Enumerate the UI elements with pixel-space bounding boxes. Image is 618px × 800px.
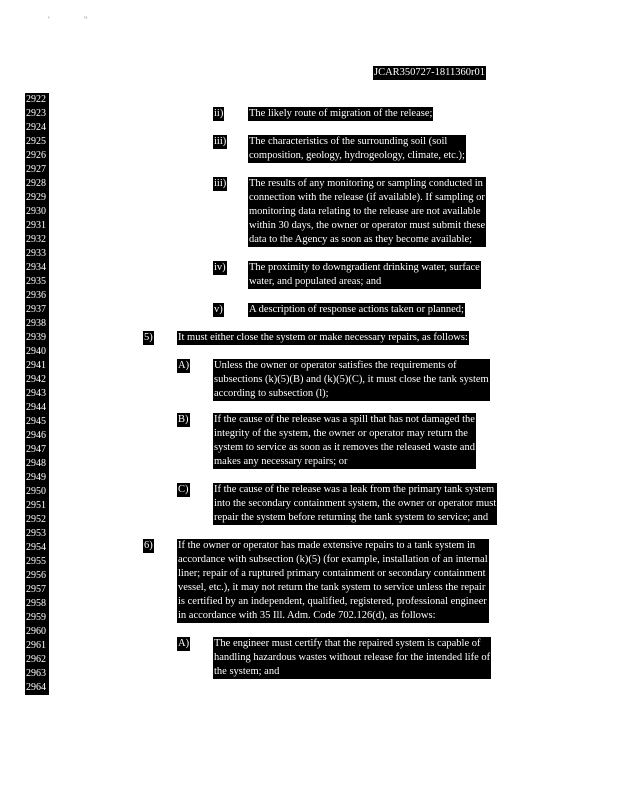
- text-line: handling hazardous wastes without release for the intended life of: [214, 652, 491, 663]
- text-line: The engineer must certify that the repaired system is capable of: [213, 637, 491, 651]
- scan-mark: ': [48, 15, 50, 25]
- text-line: If the cause of the release was a spill that has not damaged the: [214, 414, 475, 425]
- item-v-text: [248, 261, 481, 289]
- text-line: according to subsection (l);: [213, 387, 490, 401]
- line-number: 2955: [26, 556, 46, 567]
- text-line: A description of response actions taken or planned;: [249, 304, 464, 315]
- line-number: 2950: [26, 486, 46, 497]
- text-line: accordance with subsection (k)(5) (for example, installation of an internal: [178, 554, 488, 565]
- text-line: liner; repair of a ruptured primary containment or secondary containment: [177, 567, 489, 581]
- line-number: 2961: [26, 640, 46, 651]
- item-label: iii): [214, 136, 227, 147]
- text-line: composition, geology, hydrogeology, climate, etc.);: [249, 150, 465, 161]
- line-number: 2952: [26, 514, 46, 525]
- text-line: into the secondary containment system, the owner or operator must: [214, 498, 497, 509]
- subsection-label: A): [178, 360, 190, 371]
- text-line: vessel, etc.), it may not return the tank system to service unless the repair: [177, 581, 489, 595]
- line-number: 2937: [26, 304, 46, 315]
- line-number: 2932: [26, 234, 46, 245]
- text-line: makes any necessary repairs; or: [213, 455, 476, 469]
- line-number: 2942: [26, 374, 46, 385]
- line-number: 2943: [26, 388, 46, 399]
- document-header: JCAR350727-1811360r01: [374, 67, 486, 78]
- line-number: 2938: [26, 318, 46, 329]
- line-number: 2963: [26, 668, 46, 679]
- line-number: 2957: [26, 584, 46, 595]
- text-line: water, and populated areas; and: [248, 275, 481, 289]
- line-number: 2951: [26, 500, 46, 511]
- line-number: 2964: [26, 682, 46, 693]
- line-number: 2929: [26, 192, 46, 203]
- text-line: within 30 days, the owner or operator must submit these: [249, 220, 486, 231]
- line-number: 2953: [26, 528, 46, 539]
- text-line: monitoring data relating to the release are not available: [248, 205, 486, 219]
- subsection-6a-text: [213, 637, 491, 679]
- subsection-label: A): [178, 638, 190, 649]
- line-number: 2936: [26, 290, 46, 301]
- section-5-text: [177, 331, 469, 345]
- text-line: is certified by an independent, qualified, registered, professional engineer: [178, 596, 487, 607]
- item-label: iii): [214, 178, 227, 189]
- line-number: 2940: [26, 346, 46, 357]
- line-number: 2944: [26, 402, 46, 413]
- line-number: 2933: [26, 248, 46, 259]
- line-number: 2960: [26, 626, 46, 637]
- line-number: 2949: [26, 472, 46, 483]
- line-number-gutter: [25, 93, 49, 695]
- item-label: iv): [214, 262, 226, 273]
- text-line: It must either close the system or make necessary repairs, as follows:: [178, 332, 468, 343]
- item-label: v): [214, 304, 223, 315]
- line-number: 2925: [26, 136, 46, 147]
- line-number: 2923: [26, 108, 46, 119]
- text-line: data to the Agency as soon as they become available;: [248, 233, 486, 247]
- line-number: 2948: [26, 458, 46, 469]
- text-line: in accordance with 35 Ill. Adm. Code 702.126(d), as follows:: [177, 609, 489, 623]
- line-number: 2962: [26, 654, 46, 665]
- text-line: The characteristics of the surrounding soil (soil: [248, 135, 466, 149]
- line-number: 2924: [26, 122, 46, 133]
- text-line: subsections (k)(5)(B) and (k)(5)(C), it must close the tank system: [214, 374, 489, 385]
- line-number: 2931: [26, 220, 46, 231]
- item-label: ii): [214, 108, 224, 119]
- text-line: integrity of the system, the owner or operator may return the: [213, 427, 476, 441]
- line-number: 2930: [26, 206, 46, 217]
- subsection-5c-text: [213, 483, 497, 525]
- text-line: repair the system before returning the tank system to service; and: [213, 511, 497, 525]
- scan-mark: ": [84, 15, 88, 25]
- line-number: 2927: [26, 164, 46, 175]
- line-number: 2922: [26, 94, 46, 105]
- line-number: 2947: [26, 444, 46, 455]
- text-line: If the owner or operator has made extensive repairs to a tank system in: [177, 539, 489, 553]
- line-number: 2926: [26, 150, 46, 161]
- subsection-5a-text: [213, 359, 490, 401]
- item-vi-text: [248, 303, 465, 317]
- line-number: 2939: [26, 332, 46, 343]
- line-number: 2945: [26, 416, 46, 427]
- text-line: The likely route of migration of the release;: [249, 108, 433, 119]
- line-number: 2958: [26, 598, 46, 609]
- line-number: 2934: [26, 262, 46, 273]
- section-label: 5): [144, 332, 153, 343]
- item-iii-text: [248, 135, 466, 163]
- subsection-label: C): [178, 484, 189, 495]
- line-number: 2954: [26, 542, 46, 553]
- item-ii-text: [248, 107, 433, 121]
- line-number: 2935: [26, 276, 46, 287]
- line-number: 2928: [26, 178, 46, 189]
- subsection-label: B): [178, 414, 189, 425]
- text-line: the system; and: [213, 665, 491, 679]
- text-line: The results of any monitoring or sampling conducted in: [248, 177, 486, 191]
- line-number: 2956: [26, 570, 46, 581]
- section-6-text: [177, 539, 489, 623]
- text-line: connection with the release (if available). If sampling or: [249, 192, 485, 203]
- text-line: If the cause of the release was a leak from the primary tank system: [213, 483, 497, 497]
- subsection-5b-text: [213, 413, 476, 469]
- text-line: The proximity to downgradient drinking water, surface: [249, 262, 480, 273]
- line-number: 2959: [26, 612, 46, 623]
- line-number: 2941: [26, 360, 46, 371]
- item-iv-text: [248, 177, 486, 247]
- text-line: Unless the owner or operator satisfies the requirements of: [213, 359, 490, 373]
- section-label: 6): [144, 540, 153, 551]
- line-number: 2946: [26, 430, 46, 441]
- text-line: system to service as soon as it removes the released waste and: [214, 442, 475, 453]
